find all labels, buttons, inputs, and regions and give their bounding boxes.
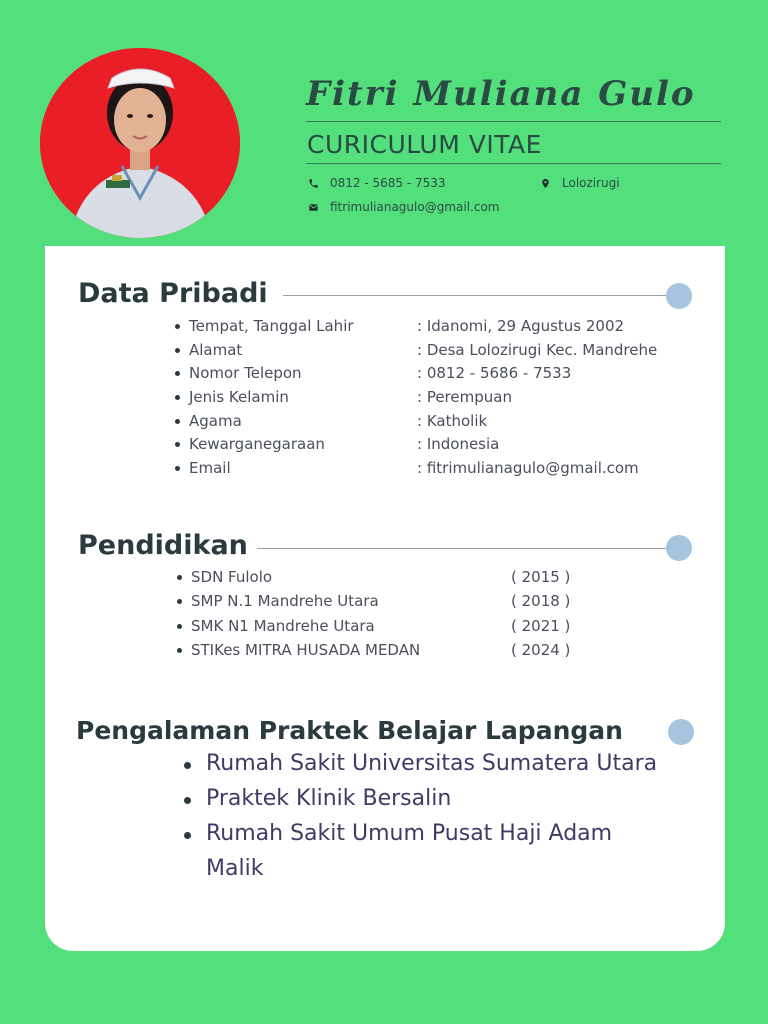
email-text: fitrimulianagulo@gmail.com: [330, 200, 500, 214]
list-item: Rumah Sakit Universitas Sumatera Utara: [184, 751, 704, 786]
document-title: CURICULUM VITAE: [307, 130, 542, 159]
education-list: [177, 568, 697, 665]
phone-text: 0812 - 5685 - 7533: [330, 176, 446, 190]
contact-location: [538, 176, 620, 190]
list-item: Kewarganegaraan : Indonesia: [175, 435, 715, 459]
personal-data-list: [175, 317, 715, 483]
list-item: Agama : Katholik: [175, 412, 715, 436]
map-pin-icon: [538, 176, 552, 190]
experience-list: [184, 751, 704, 891]
contact-phone: [306, 176, 446, 190]
location-text: Lolozirugi: [562, 176, 620, 190]
list-item-continuation: Malik: [206, 856, 264, 881]
section-line: [257, 548, 682, 549]
section-dot: [668, 719, 694, 745]
section-dot: [666, 283, 692, 309]
list-item: STIKes MITRA HUSADA MEDAN ( 2024 ): [177, 641, 697, 665]
contact-email: [306, 200, 499, 214]
list-item: SDN Fulolo ( 2015 ): [177, 568, 697, 592]
list-item: Rumah Sakit Umum Pusat Haji Adam: [184, 821, 704, 856]
envelope-icon: [306, 200, 320, 214]
list-item: Praktek Klinik Bersalin: [184, 786, 704, 821]
list-item: Alamat : Desa Lolozirugi Kec. Mandrehe: [175, 341, 715, 365]
list-item: Nomor Telepon : 0812 - 5686 - 7533: [175, 364, 715, 388]
profile-photo: [40, 48, 240, 238]
list-item: Jenis Kelamin : Perempuan: [175, 388, 715, 412]
list-item: Email : fitrimulianagulo@gmail.com: [175, 459, 715, 483]
section-title-pengalaman: Pengalaman Praktek Belajar Lapangan: [76, 716, 623, 745]
list-item: SMK N1 Mandrehe Utara ( 2021 ): [177, 617, 697, 641]
list-item: SMP N.1 Mandrehe Utara ( 2018 ): [177, 592, 697, 616]
divider: [306, 163, 721, 164]
section-title-data-pribadi: Data Pribadi: [78, 278, 268, 309]
section-line: [283, 295, 683, 296]
person-name: Fitri Muliana Gulo: [306, 74, 696, 114]
list-item: Tempat, Tanggal Lahir : Idanomi, 29 Agustus 2002: [175, 317, 715, 341]
divider: [306, 121, 721, 122]
phone-icon: [306, 176, 320, 190]
content-card: [45, 246, 725, 951]
section-dot: [666, 535, 692, 561]
section-title-pendidikan: Pendidikan: [78, 530, 248, 561]
